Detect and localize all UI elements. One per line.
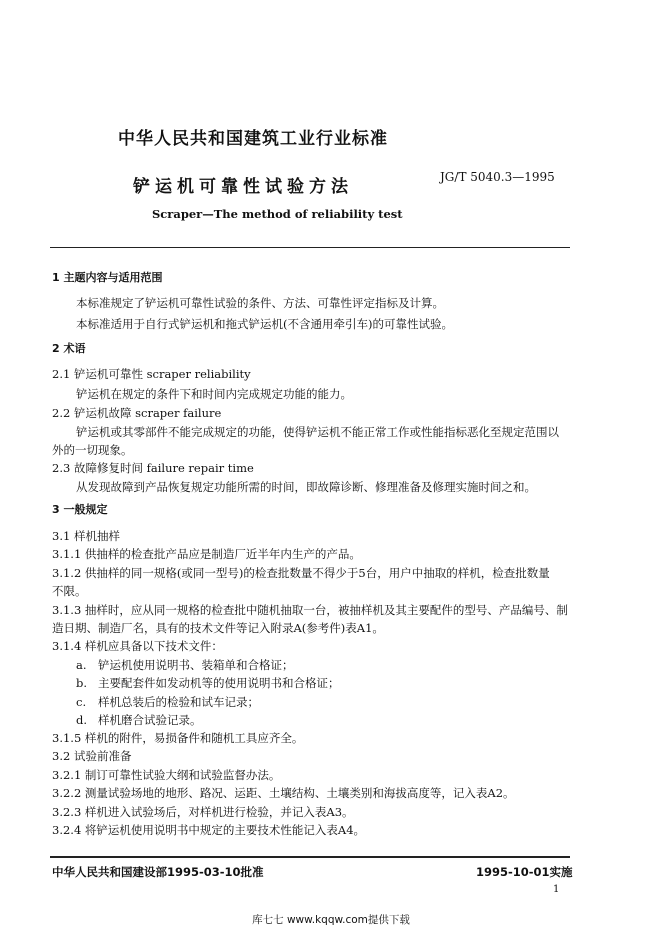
clause-3-2-1: 3.2.1 制订可靠性试验大纲和试验监督办法。	[52, 768, 281, 782]
clause-3-1-3-line-2: 造日期、制造厂名，具有的技术文件等记入附录A(参考件)表A1。	[52, 621, 384, 635]
clause-3-2-3: 3.2.3 样机进入试验场后，对样机进行检验，并记入表A3。	[52, 805, 354, 819]
list-item-text: 主要配套件如发动机等的使用说明书和合格证；	[98, 676, 340, 690]
clause-3-1-1: 3.1.1 供抽样的检查批产品应是制造厂近半年内生产的产品。	[52, 547, 361, 561]
standard-code: JG/T 5040.3—1995	[440, 170, 555, 184]
list-item	[76, 695, 259, 709]
list-item	[76, 713, 202, 727]
footer-divider	[50, 856, 570, 858]
list-item-text: 样机总装后的检验和试车记录；	[98, 695, 259, 709]
list-item-label: d.	[76, 713, 88, 727]
list-item	[76, 658, 294, 672]
term-2-2-definition-line-2: 外的一切现象。	[52, 443, 133, 457]
term-2-3: 2.3 故障修复时间 failure repair time	[52, 461, 254, 475]
clause-3-2-4: 3.2.4 将铲运机使用说明书中规定的主要技术性能记入表A4。	[52, 823, 366, 837]
section-1-paragraph-2: 本标准适用于自行式铲运机和拖式铲运机(不含通用牵引车)的可靠性试验。	[76, 317, 453, 331]
list-item-label: c.	[76, 695, 87, 709]
section-3-heading: 3 一般规定	[52, 503, 108, 516]
clause-3-1: 3.1 样机抽样	[52, 529, 120, 543]
list-item	[76, 676, 340, 690]
clause-3-2: 3.2 试验前准备	[52, 749, 132, 763]
clause-3-2-2: 3.2.2 测量试验场地的地形、路况、运距、土壤结构、土壤类别和海拔高度等，记入表A2。	[52, 786, 515, 800]
list-item-label: b.	[76, 676, 88, 690]
implementation-date: 1995-10-01实施	[476, 865, 573, 879]
term-2-2-definition-line-1: 铲运机或其零部件不能完成规定的功能，使得铲运机不能正常工作或性能指标恶化至规定范围以	[76, 425, 559, 439]
clause-3-1-2-line-1: 3.1.2 供抽样的同一规格(或同一型号)的检查批数量不得少于5台，用户中抽取的样机，检查批数量	[52, 566, 550, 580]
download-source: 库七七 www.kqqw.com提供下载	[252, 914, 410, 926]
list-item-text: 铲运机使用说明书、装箱单和合格证；	[98, 658, 294, 672]
document-title: 铲运机可靠性试验方法	[133, 177, 353, 197]
clause-3-1-4: 3.1.4 样机应具备以下技术文件：	[52, 639, 223, 653]
section-1-heading: 1 主题内容与适用范围	[52, 271, 163, 284]
clause-3-1-2-line-2: 不限。	[52, 584, 87, 598]
list-item-text: 样机磨合试验记录。	[98, 713, 202, 727]
approval-line: 中华人民共和国建设部1995-03-10批准	[52, 865, 264, 879]
term-2-3-definition: 从发现故障到产品恢复规定功能所需的时间，即故障诊断、修理准备及修理实施时间之和。	[76, 480, 536, 494]
header-divider	[50, 247, 570, 248]
term-2-1-definition: 铲运机在规定的条件下和时间内完成规定功能的能力。	[76, 387, 352, 401]
english-title: Scraper—The method of reliability test	[152, 207, 403, 221]
industry-standard-title: 中华人民共和国建筑工业行业标准	[118, 129, 388, 149]
term-2-1: 2.1 铲运机可靠性 scraper reliability	[52, 367, 251, 381]
clause-3-1-3-line-1: 3.1.3 抽样时，应从同一规格的检查批中随机抽取一台，被抽样机及其主要配件的型号、产品编号、制	[52, 603, 568, 617]
page-number: 1	[553, 884, 560, 895]
section-1-paragraph-1: 本标准规定了铲运机可靠性试验的条件、方法、可靠性评定指标及计算。	[76, 296, 444, 310]
section-2-heading: 2 术语	[52, 342, 86, 355]
list-item-label: a.	[76, 658, 87, 672]
term-2-2: 2.2 铲运机故障 scraper failure	[52, 406, 222, 420]
clause-3-1-5: 3.1.5 样机的附件，易损备件和随机工具应齐全。	[52, 731, 304, 745]
